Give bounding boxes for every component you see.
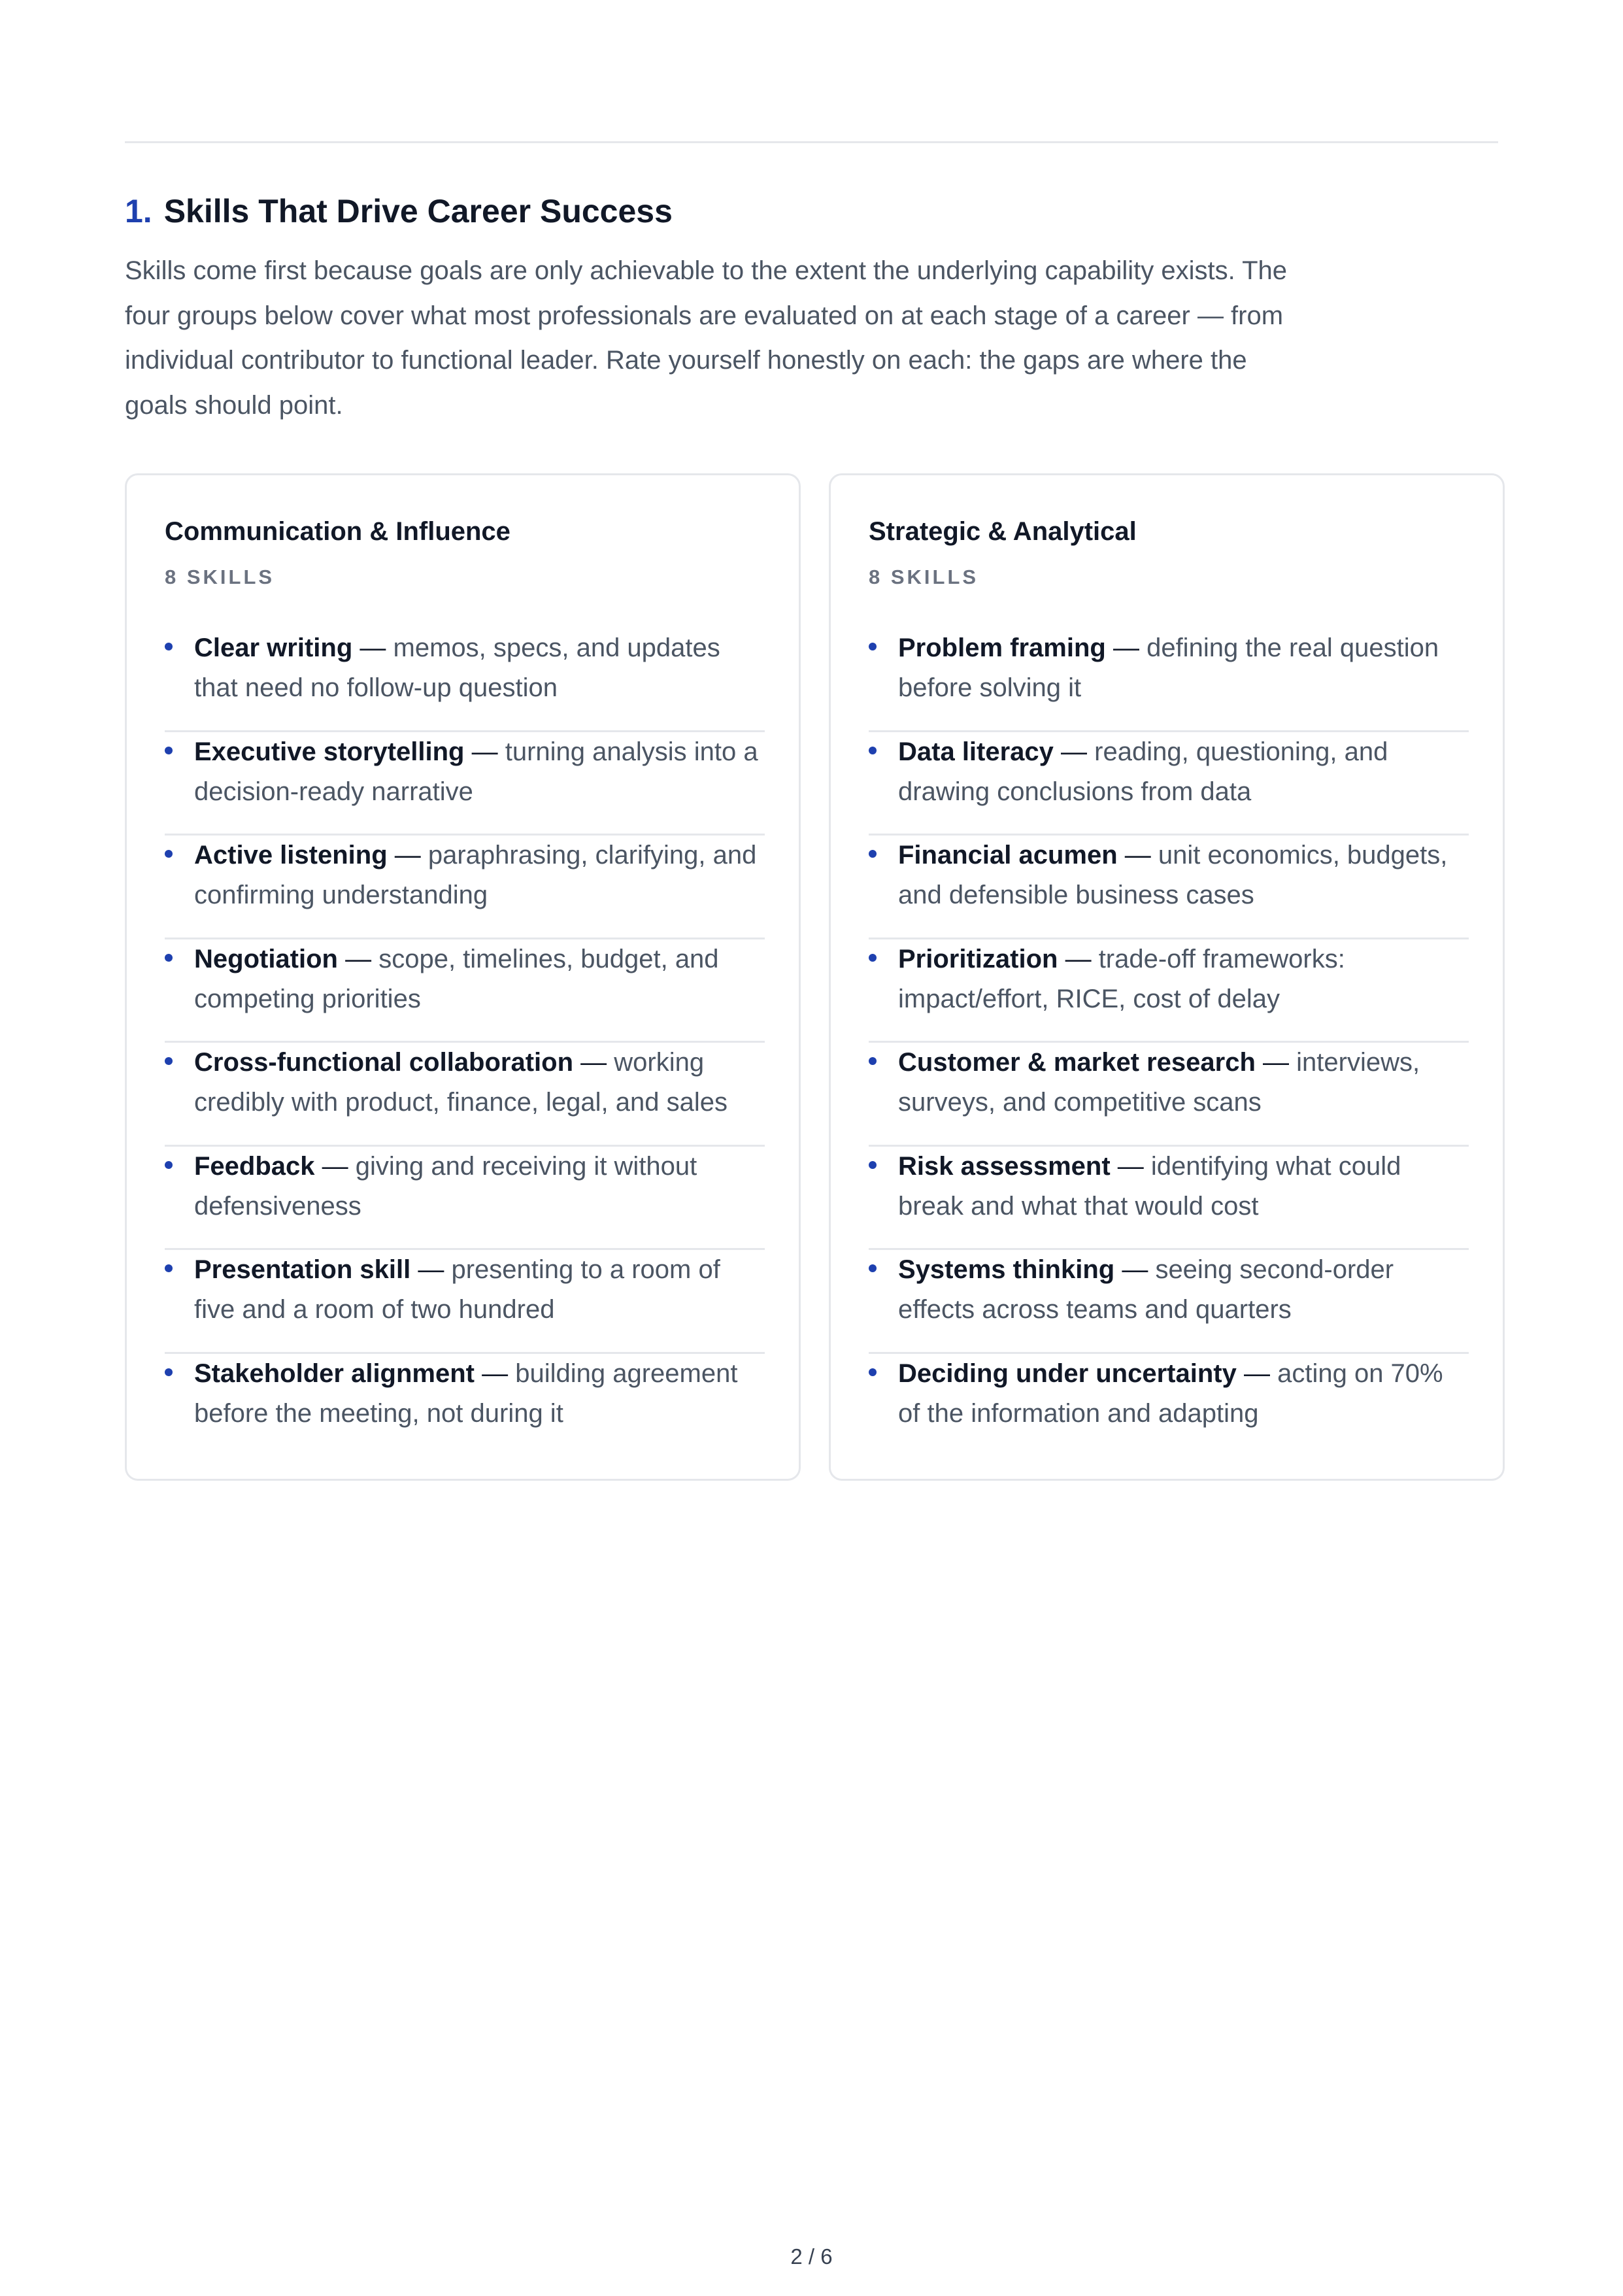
skill-item <box>165 1354 765 1458</box>
skill-name: Cross-functional collaboration <box>194 1048 574 1077</box>
skill-dash: — <box>1114 1255 1156 1284</box>
bullet-dot-icon <box>869 1368 877 1376</box>
bullet-dot-icon <box>165 1161 173 1169</box>
skill-item <box>869 628 1469 732</box>
skill-dash: — <box>573 1048 614 1077</box>
skill-dash: — <box>1236 1359 1278 1388</box>
skill-card-communication <box>125 473 801 1481</box>
skill-dash: — <box>1110 1151 1151 1181</box>
skill-text <box>898 1147 1469 1226</box>
section-title <box>125 190 673 233</box>
skill-name: Data literacy <box>898 737 1054 766</box>
bullet-dot-icon <box>165 1264 173 1272</box>
bullet-dot-icon <box>165 1368 173 1376</box>
skill-text <box>898 1043 1469 1123</box>
skill-name: Prioritization <box>898 944 1058 973</box>
skill-name: Deciding under uncertainty <box>898 1359 1237 1388</box>
bullet-dot-icon <box>869 850 877 858</box>
skill-item <box>869 939 1469 1043</box>
skill-item <box>869 1043 1469 1147</box>
skill-name: Active listening <box>194 841 388 869</box>
skill-dash: — <box>352 633 393 662</box>
skill-dash: — <box>337 944 379 973</box>
skill-text <box>194 1250 765 1330</box>
skill-description: building agreement before the meeting, not during it <box>194 1359 738 1428</box>
skill-dash: — <box>464 737 505 766</box>
section-intro: Skills come first because goals are only achievable to the extent the underlying capability exists. The four groups below cover what most professionals are evaluated on at each stage of a career — from individual contributor to functional leader. Rate yourself honestly on each: the gaps are where the goals should point. <box>125 256 1288 420</box>
section-number: 1. <box>125 193 152 229</box>
skill-dash: — <box>1255 1048 1297 1077</box>
page-number: 2 / 6 <box>790 2244 833 2269</box>
skill-name: Clear writing <box>194 633 353 662</box>
skill-list <box>869 628 1469 1457</box>
skill-name: Feedback <box>194 1151 315 1181</box>
skill-item <box>165 1147 765 1251</box>
skill-text <box>898 628 1469 708</box>
skill-text <box>898 836 1469 915</box>
skill-item <box>869 732 1469 836</box>
section-title-text: Skills That Drive Career Success <box>163 193 673 229</box>
skill-description: working credibly with product, finance, legal, and sales <box>194 1048 728 1117</box>
bullet-dot-icon <box>869 1161 877 1169</box>
skill-dash: — <box>314 1151 356 1181</box>
skill-description: defining the real question before solving it <box>898 633 1439 702</box>
skill-dash: — <box>1053 737 1095 766</box>
skill-name: Systems thinking <box>898 1255 1115 1284</box>
skill-count: 8 SKILLS <box>165 566 275 588</box>
bullet-dot-icon <box>165 1057 173 1065</box>
skill-description: identifying what could break and what that would cost <box>898 1151 1401 1221</box>
skill-item <box>869 1147 1469 1251</box>
skill-description: trade-off frameworks: impact/effort, RICE, cost of delay <box>898 944 1345 1013</box>
skill-description: unit economics, budgets, and defensible business cases <box>898 841 1448 909</box>
skill-description: reading, questioning, and drawing conclusions from data <box>898 737 1388 806</box>
skill-description: acting on 70% of the information and adapting <box>898 1359 1443 1428</box>
skill-name: Executive storytelling <box>194 737 465 766</box>
skill-text <box>194 732 765 812</box>
skill-item <box>869 836 1469 939</box>
skill-item <box>165 1043 765 1147</box>
skill-dash: — <box>1105 633 1147 662</box>
bullet-dot-icon <box>165 747 173 754</box>
skill-item <box>165 939 765 1043</box>
skill-text <box>898 1354 1469 1434</box>
skill-text <box>194 1147 765 1226</box>
skill-name: Risk assessment <box>898 1151 1111 1181</box>
skill-text <box>194 939 765 1019</box>
skill-item <box>165 1250 765 1354</box>
bullet-dot-icon <box>869 643 877 650</box>
skill-description: interviews, surveys, and competitive scans <box>898 1048 1420 1117</box>
skill-item <box>869 1354 1469 1458</box>
bullet-dot-icon <box>869 954 877 962</box>
bullet-dot-icon <box>869 1057 877 1065</box>
skill-dash: — <box>1058 944 1099 973</box>
skill-description: memos, specs, and updates that need no follow-up question <box>194 633 720 702</box>
skill-name: Presentation skill <box>194 1255 411 1284</box>
skill-name: Negotiation <box>194 944 338 973</box>
skill-card-strategic <box>829 473 1505 1481</box>
bullet-dot-icon <box>165 954 173 962</box>
skill-text <box>194 1354 765 1434</box>
skill-dash: — <box>410 1255 452 1284</box>
skill-name: Stakeholder alignment <box>194 1359 475 1388</box>
skill-text <box>898 939 1469 1019</box>
skill-name: Customer & market research <box>898 1048 1256 1077</box>
skill-dash: — <box>1117 841 1158 869</box>
skill-item <box>165 628 765 732</box>
skill-name: Financial acumen <box>898 841 1118 869</box>
skill-item <box>165 836 765 939</box>
skill-item <box>165 732 765 836</box>
skill-description: giving and receiving it without defensiveness <box>194 1151 697 1221</box>
skill-description: presenting to a room of five and a room of two hundred <box>194 1255 720 1324</box>
skill-list <box>165 628 765 1457</box>
skill-text <box>898 732 1469 812</box>
card-title: Communication & Influence <box>165 517 510 546</box>
bullet-dot-icon <box>869 747 877 754</box>
skill-name: Problem framing <box>898 633 1106 662</box>
skill-dash: — <box>387 841 428 869</box>
skill-text <box>194 1043 765 1123</box>
top-divider <box>125 141 1498 143</box>
skill-text <box>194 628 765 708</box>
skill-dash: — <box>474 1359 516 1388</box>
skill-count: 8 SKILLS <box>869 566 979 588</box>
bullet-dot-icon <box>165 643 173 650</box>
bullet-dot-icon <box>165 850 173 858</box>
skill-description: turning analysis into a decision-ready narrative <box>194 737 758 806</box>
skill-description: scope, timelines, budget, and competing priorities <box>194 944 719 1013</box>
card-title: Strategic & Analytical <box>869 517 1137 546</box>
skill-item <box>869 1250 1469 1354</box>
skill-text <box>194 836 765 915</box>
skill-text <box>898 1250 1469 1330</box>
skill-description: seeing second-order effects across teams and quarters <box>898 1255 1394 1324</box>
bullet-dot-icon <box>869 1264 877 1272</box>
skill-description: paraphrasing, clarifying, and confirming understanding <box>194 841 757 909</box>
